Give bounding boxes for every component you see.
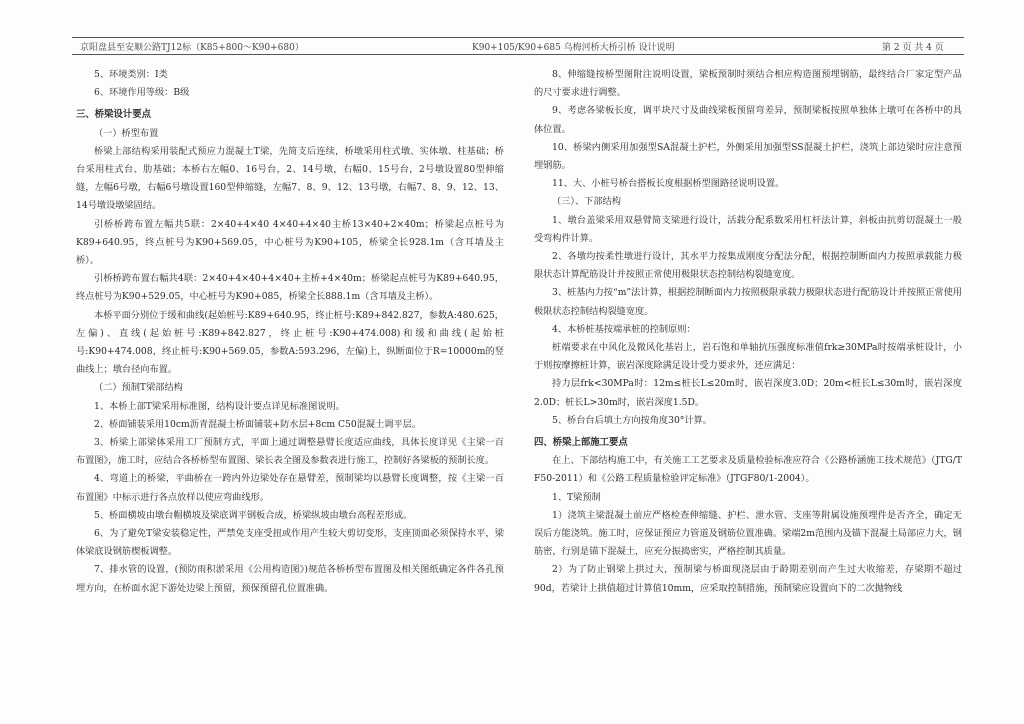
paragraph: 1）浇筑主梁混凝土前应严格检查伸缩缝、护栏、泄水管、支座等附属设施预埋件是否齐全，确定无误后方能浇筑。施工时，应保证预应力管道及钢筋位置准确。梁端2m范围内及锚下混凝土局部应力大，钢筋密，行别是锚下混凝土，应充分振捣密实，严格控制其质量。 [534, 509, 962, 558]
paragraph: 1、本桥上部T梁采用标准图，结构设计要点详见标准图说明。 [94, 400, 345, 412]
right-column [534, 66, 962, 598]
paragraph: 5、桥台台后填土方向按角度30°计算。 [552, 414, 712, 426]
header-bottom-rule [72, 54, 964, 55]
paragraph: 8、伸缩缝按桥型图附注说明设置，梁板预制时须结合相应构造图预埋钢筋，最终结合厂家定型产品的尺寸要求进行调整。 [534, 69, 962, 99]
paragraph: 3、桥梁上部梁体采用工厂预制方式，平面上通过调整悬臂长度适应曲线，具体长度详见《主梁一百布置图》，施工时，应结合各桥桥型布置图、梁长表全图及参数表进行施工，控制好各梁板的预制长度。 [76, 437, 504, 467]
paragraph: 11、大、小桩号桥台搭板长度根据桥型图路径说明设置。 [552, 178, 785, 190]
paragraph: 2、各墩均按柔性墩进行设计，其水平力按集成刚度分配法分配，根据控制断面内力按照承载能力极限状态计算配筋设计并按照正常使用极限状态控制结构裂缝宽度。 [534, 251, 962, 281]
paragraph: 5、桥面横坡由墩台帽横坡及梁底调平钢板合成，桥梁纵坡由墩台高程差形成。 [94, 509, 413, 521]
paragraph: 7、排水管的设置，(预防雨积淤采用《公用构造图》)规范各桥桥型布置图及相关图纸确定各件各孔预埋方向，在桥面水泥下游处边梁上预留，预保预留孔位置准确。 [76, 564, 504, 594]
header-title: K90+105/K90+685 乌梅河桥大桥引桥 设计说明 [472, 43, 675, 53]
section-heading: 四、桥梁上部施工要点 [534, 437, 628, 449]
paragraph: 3、桩基内力按“m”法计算，根据控制断面内力按照极限承载力极限状态进行配筋设计并按照正常使用极限状态控制结构裂缝宽度。 [534, 287, 962, 317]
paragraph: 桩端要求在中风化及微风化基岩上，岩石饱和单轴抗压强度标准值frk≥30MPa时按端承桩设计，小于则按摩擦桩计算，嵌岩深度除满足设计受力要求外，还应满足： [534, 342, 962, 372]
paragraph: 6、环境作用等级：B级 [94, 87, 190, 99]
paragraph: 引桥桥跨布置左幅共5联：2×40+4×40 4×40+4×40主桥13×40+2×40m；桥梁起点桩号为K89+640.95，终点桩号为K90+569.05，中心桩号为K90+105，桥梁全长928.1m（含耳墙及主桥）。 [76, 218, 504, 267]
paragraph: 引桥桥跨布置右幅共4联：2×40+4×40+4×40+主桥+4×40m；桥梁起点桩号为K89+640.95，终点桩号为K90+529.05，中心桩号为K90+085，桥梁全长888.1m（含耳墙及主桥）。 [76, 273, 504, 303]
paragraph: （三）、下部结构 [552, 196, 621, 208]
header-project: 京阳盘县至安顺公路TJ12标（K85+800～K90+680） [80, 43, 304, 53]
paragraph: 4、弯道上的桥梁，平曲桥在一跨内外边梁处存在悬臂差，预制梁均以悬臂长度调整，按《主梁一百布置图》中标示进行各点放样以使应弯曲线形。 [76, 473, 504, 503]
paragraph: 4、本桥桩基按端承桩的控制原则： [552, 323, 696, 335]
paragraph: （一）桥型布置 [94, 127, 159, 139]
paragraph: 本桥平面分别位于缓和曲线(起始桩号:K89+640.95，终止桩号:K89+842.827，参数A:480.625，左偏)、直线(起始桩号:K89+842.827，终止桩号:K90+474.008)和缓和曲线(起始桩号:K90+474.008，终止桩号:K90+569.05，参数A:593.296，左偏)上，纵断面位于R=10000m的竖曲线上；墩台径向布置。 [76, 309, 504, 376]
paragraph: （二）预制T梁部结构 [94, 382, 183, 394]
paragraph: 在上、下部结构施工中，有关施工工艺要求及质量检验标准应符合《公路桥涵施工技术规范》（JTG/T F50-2011）和《公路工程质量检验评定标准》（JTGF80/1-2004）。 [534, 455, 962, 485]
paragraph: 持力层frk<30MPa时：12m≤桩长L≤20m时，嵌岩深度3.0D；20m<桩长L≤30m时，嵌岩深度2.0D；桩长L>30m时，嵌岩深度1.5D。 [534, 378, 962, 408]
paragraph: 2、桥面铺装采用10cm沥青混凝土桥面铺装+防水层+8cm C50混凝土调平层。 [94, 418, 422, 430]
left-column [76, 66, 504, 598]
page-header [72, 38, 964, 55]
header-page-number: 第 2 页 共 4 页 [882, 43, 944, 53]
paragraph: 9、考虑各梁板长度，调平块尺寸及曲线梁板预留弯差异，预制梁板按照单独体上墩可在各桥中的具体位置。 [534, 105, 962, 135]
paragraph: 6、为了避免T梁安装稳定性，严禁免支座受扭或作用产生较大剪切变形，支座顶面必须保持水平，梁体梁底设钢筋楔板调整。 [76, 528, 504, 558]
section-heading: 三、桥梁设计要点 [76, 109, 152, 121]
paragraph: 10、桥梁内侧采用加强型SA混凝土护栏，外侧采用加强型SS混凝土护栏，浇筑上部边梁时应注意预埋钢筋。 [534, 141, 962, 172]
paragraph: 2）为了防止钢梁上拱过大，预制梁与桥面现浇层由于龄期差别而产生过大收缩差，存梁期不超过90d，若梁计上拱值超过计算值10mm，应采取控制措施，预制梁应设置向下的二次抛物线 [534, 564, 962, 594]
paragraph: 5、环境类别：I类 [94, 69, 168, 80]
paragraph: 1、墩台盖梁采用双悬臂简支梁进行设计，活载分配系数采用杠杆法计算，斜板由抗剪切混凝土一般受弯构件计算。 [534, 214, 962, 244]
paragraph: 1、T梁预制 [552, 491, 601, 503]
paragraph: 桥梁上部结构采用装配式预应力混凝土T梁，先简支后连续，桥墩采用柱式墩、实体墩、柱基础；桥台采用柱式台、肋基础；本桥右左幅0、16号台，2、14号墩，右幅0、15号台，2号墩设置80型伸缩缝，左幅6号墩，右幅6号墩设置160型伸缩缝，左幅7、8、9、12、13号墩，右幅7、8、9、12、13、14号墩设墩梁固结。 [76, 145, 504, 212]
